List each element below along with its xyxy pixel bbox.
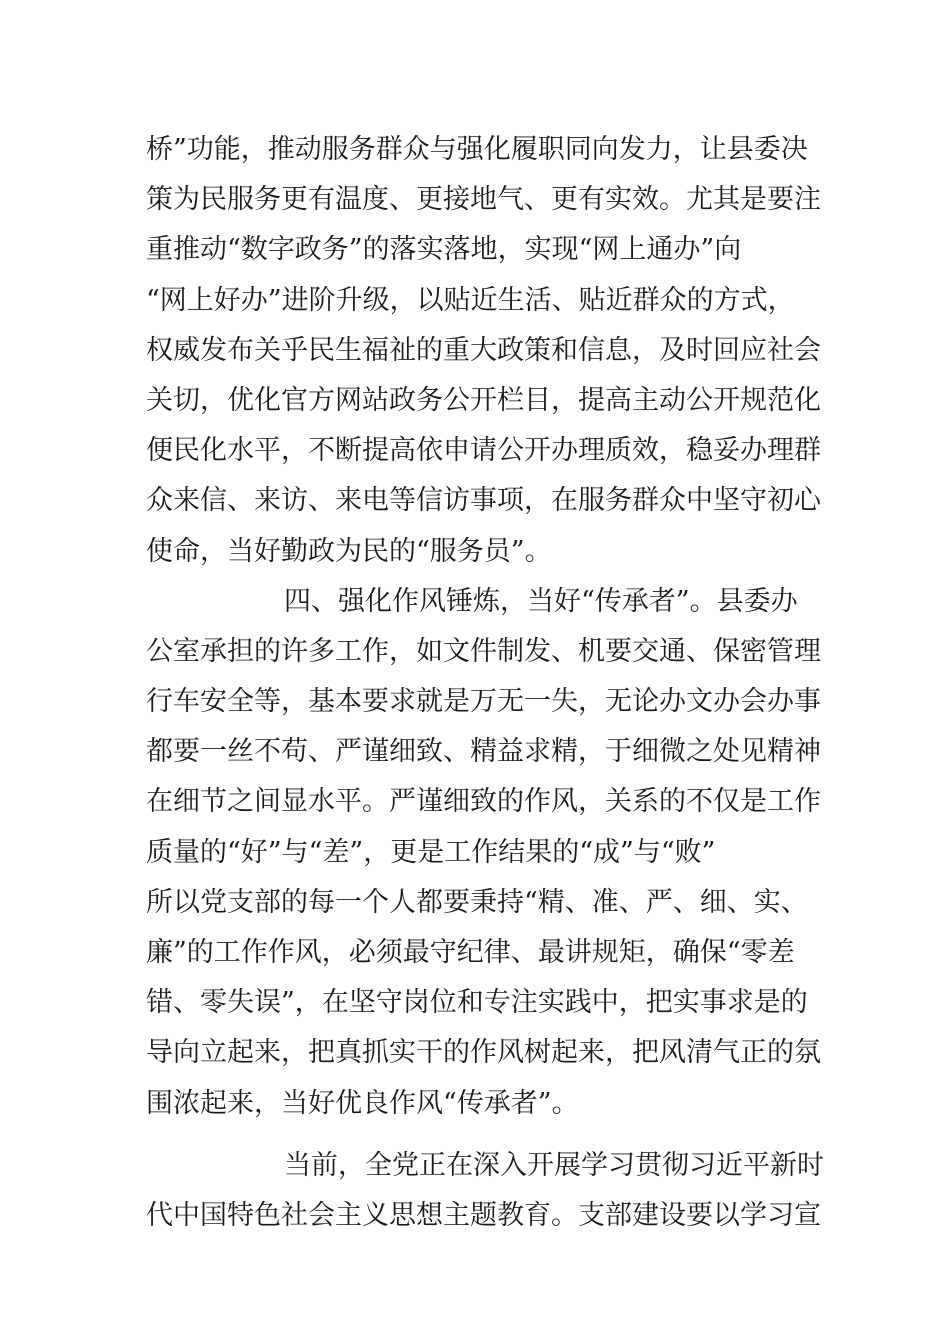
section-heading-line: 四、强化作风锤炼，当好“传承者”。县委办	[284, 585, 798, 617]
text-line-8: 众来信、来访、来电等信访事项，在服务群众中坚守初心	[146, 485, 821, 517]
text-line-13: 都要一丝不苟、严谨细致、精益求精，于细微之处见精神	[146, 736, 821, 768]
text-line-20: 围浓起来，当好优良作风“传承者”。	[146, 1087, 579, 1119]
paragraph-start-line: 当前，全党正在深入开展学习贯彻习近平新时	[284, 1149, 824, 1181]
text-line-14: 在细节之间显水平。严谨细致的作风，关系的不仅是工作	[146, 786, 821, 818]
paragraph-gap	[146, 1129, 816, 1141]
text-line-11: 公室承担的许多工作，如文件制发、机要交通、保密管理	[146, 635, 821, 667]
text-line-16: 所以党支部的每一个人都要秉持“精、准、严、细、实、	[146, 886, 808, 918]
text-line-19: 导向立起来，把真抓实干的作风树起来，把风清气正的氛	[146, 1037, 821, 1069]
text-line-2: 策为民服务更有温度、更接地气、更有实效。尤其是要注	[146, 184, 821, 216]
text-line-7: 便民化水平，不断提高依申请公开办理质效，稳妥办理群	[146, 435, 821, 467]
text-line-18: 错、零失误”，在坚守岗位和专注实践中，把实事求是的	[146, 987, 808, 1019]
text-line-12: 行车安全等，基本要求就是万无一失，无论办文办会办事	[146, 686, 821, 718]
text-line-22: 代中国特色社会主义思想主题教育。支部建设要以学习宣	[146, 1199, 821, 1231]
text-line-6: 关切，优化官方网站政务公开栏目，提高主动公开规范化	[146, 384, 821, 416]
document-body	[146, 125, 824, 1241]
text-line-5: 权威发布关乎民生福祉的重大政策和信息，及时回应社会	[146, 334, 821, 366]
text-line-17: 廉”的工作作风，必须最守纪律、最讲规矩，确保“零差	[146, 937, 795, 968]
text-line-9: 使命，当好勤政为民的“服务员”。	[146, 535, 552, 567]
text-line-4: “网上好办”进阶升级，以贴近生活、贴近群众的方式，	[146, 284, 795, 316]
text-line-1: 桥”功能，推动服务群众与强化履职同向发力，让县委决	[146, 134, 808, 165]
text-line-3: 重推动“数字政务”的落实落地，实现“网上通办”向	[146, 234, 742, 266]
text-line-15: 质量的“好”与“差”，更是工作结果的“成”与“败”	[146, 836, 716, 868]
